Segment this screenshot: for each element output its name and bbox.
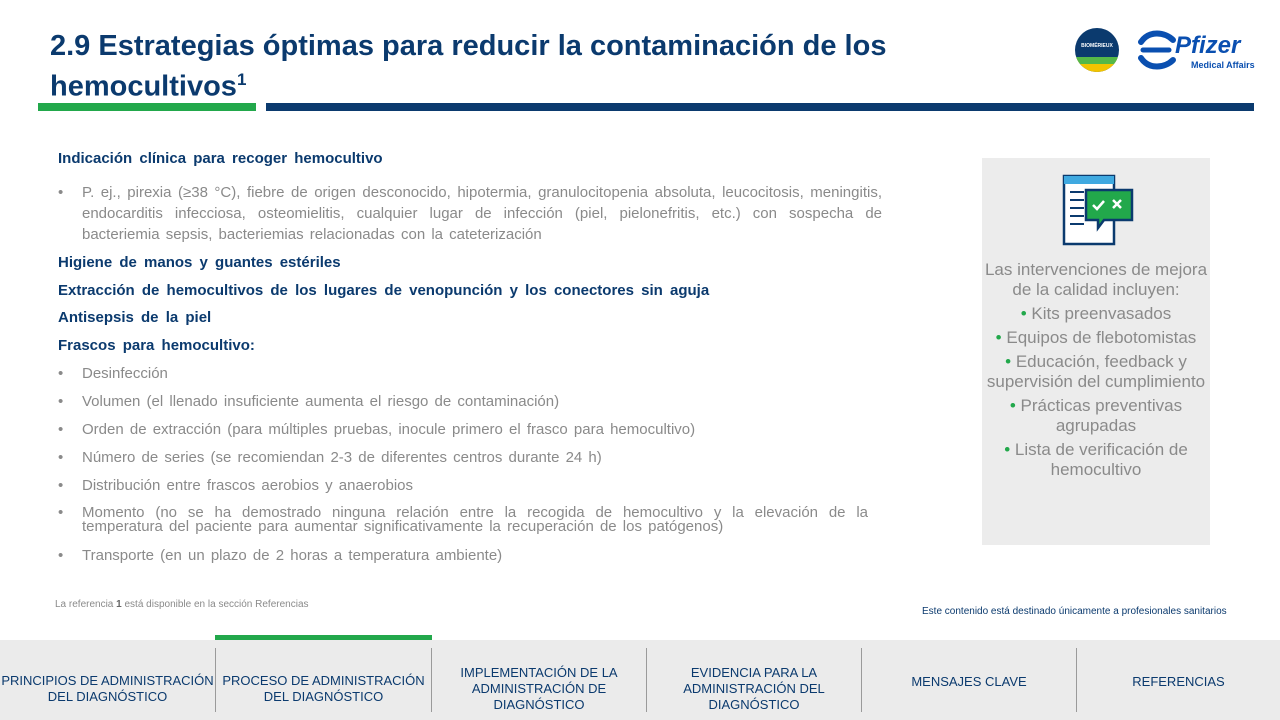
heading-bottles: Frascos para hemocultivo: [58,337,255,354]
nav-tab-implementation[interactable]: IMPLEMENTACIÓN DE LA ADMINISTRACIÓN DE DIAGNÓSTICO [460,665,618,712]
panel-intro: Las intervenciones de mejora de la calidad incluyen: [984,260,1208,299]
professional-disclaimer: Este contenido está destinado únicamente a profesionales sanitarios [922,606,1227,617]
nav-tab-process[interactable]: PROCESO DE ADMINISTRACIÓN DEL DIAGNÓSTICO [222,673,425,704]
reference-note: La referencia 1 está disponible en la sección Referencias [55,599,309,610]
reference-superscript: 1 [236,70,247,89]
title-underline-accent [38,103,256,111]
nav-tab-principles[interactable]: PRINCIPIOS DE ADMINISTRACIÓN DEL DIAGNÓSTICO [1,673,214,704]
quality-interventions-panel [982,158,1210,545]
heading-hand-hygiene: Higiene de manos y guantes estériles [58,254,341,271]
panel-item: • Lista de verificación de hemocultivo [1004,440,1188,479]
panel-item: • Kits preenvasados [1020,304,1172,323]
title-underline [266,103,1254,111]
heading-extraction: Extracción de hemocultivos de los lugares de venopunción y los conectores sin aguja [58,282,710,299]
list-item: • Momento (no se ha demostrado ninguna relación entre la recogida de hemocultivo y la elevación de la temperatura del paciente para aumentar significativamente la recuperación de los patógenos) [58,504,868,535]
biomerieux-logo: BIOMÉRIEUX [1075,28,1119,72]
panel-item: • Prácticas preventivas agrupadas [1009,396,1183,435]
list-item: • P. ej., pirexia (≥38 °C), fiebre de origen desconocido, hipotermia, granulocitopenia absoluta, leucocitosis, meningitis, endocarditis infecciosa, osteomielitis, cualquier lugar de infección (piel, pielonefritis, etc.) con sospecha de bacteriemia sepsis, bacteriemias relacionadas con la cateterización [58,184,882,243]
list-item: • Transporte (en un plazo de 2 horas a temperatura ambiente) [58,547,503,564]
bottom-nav [0,640,1280,720]
page-title: 2.9 Estrategias óptimas para reducir la contaminación de los hemocultivos$^1$ [50,30,887,103]
nav-tab-key-messages[interactable]: MENSAJES CLAVE [911,674,1027,689]
panel-item: • Equipos de flebotomistas [995,328,1197,347]
panel-item: • Educación, feedback y supervisión del cumplimiento [986,352,1206,391]
list-item: • Desinfección [58,365,168,382]
list-item: • Orden de extracción (para múltiples pruebas, inocule primero el frasco para hemocultivo) [58,421,696,438]
nav-tab-references[interactable]: REFERENCIAS [1132,674,1225,689]
list-item: • Distribución entre frascos aerobios y anaerobios [58,477,413,494]
list-item: • Número de series (se recomiendan 2-3 de diferentes centros durante 24 h) [58,449,602,466]
nav-tab-evidence[interactable]: EVIDENCIA PARA LA ADMINISTRACIÓN DEL DIAGNÓSTICO [683,665,825,712]
checklist-approval-icon [1062,174,1136,248]
pfizer-helix-icon [1135,28,1179,72]
heading-skin-antisepsis: Antisepsis de la piel [58,309,212,326]
pfizer-logo: Pfizer Medical Affairs [1135,28,1255,74]
list-item: • Volumen (el llenado insuficiente aumenta el riesgo de contaminación) [58,393,560,410]
heading-clinical-indication: Indicación clínica para recoger hemocultivo [58,150,383,167]
